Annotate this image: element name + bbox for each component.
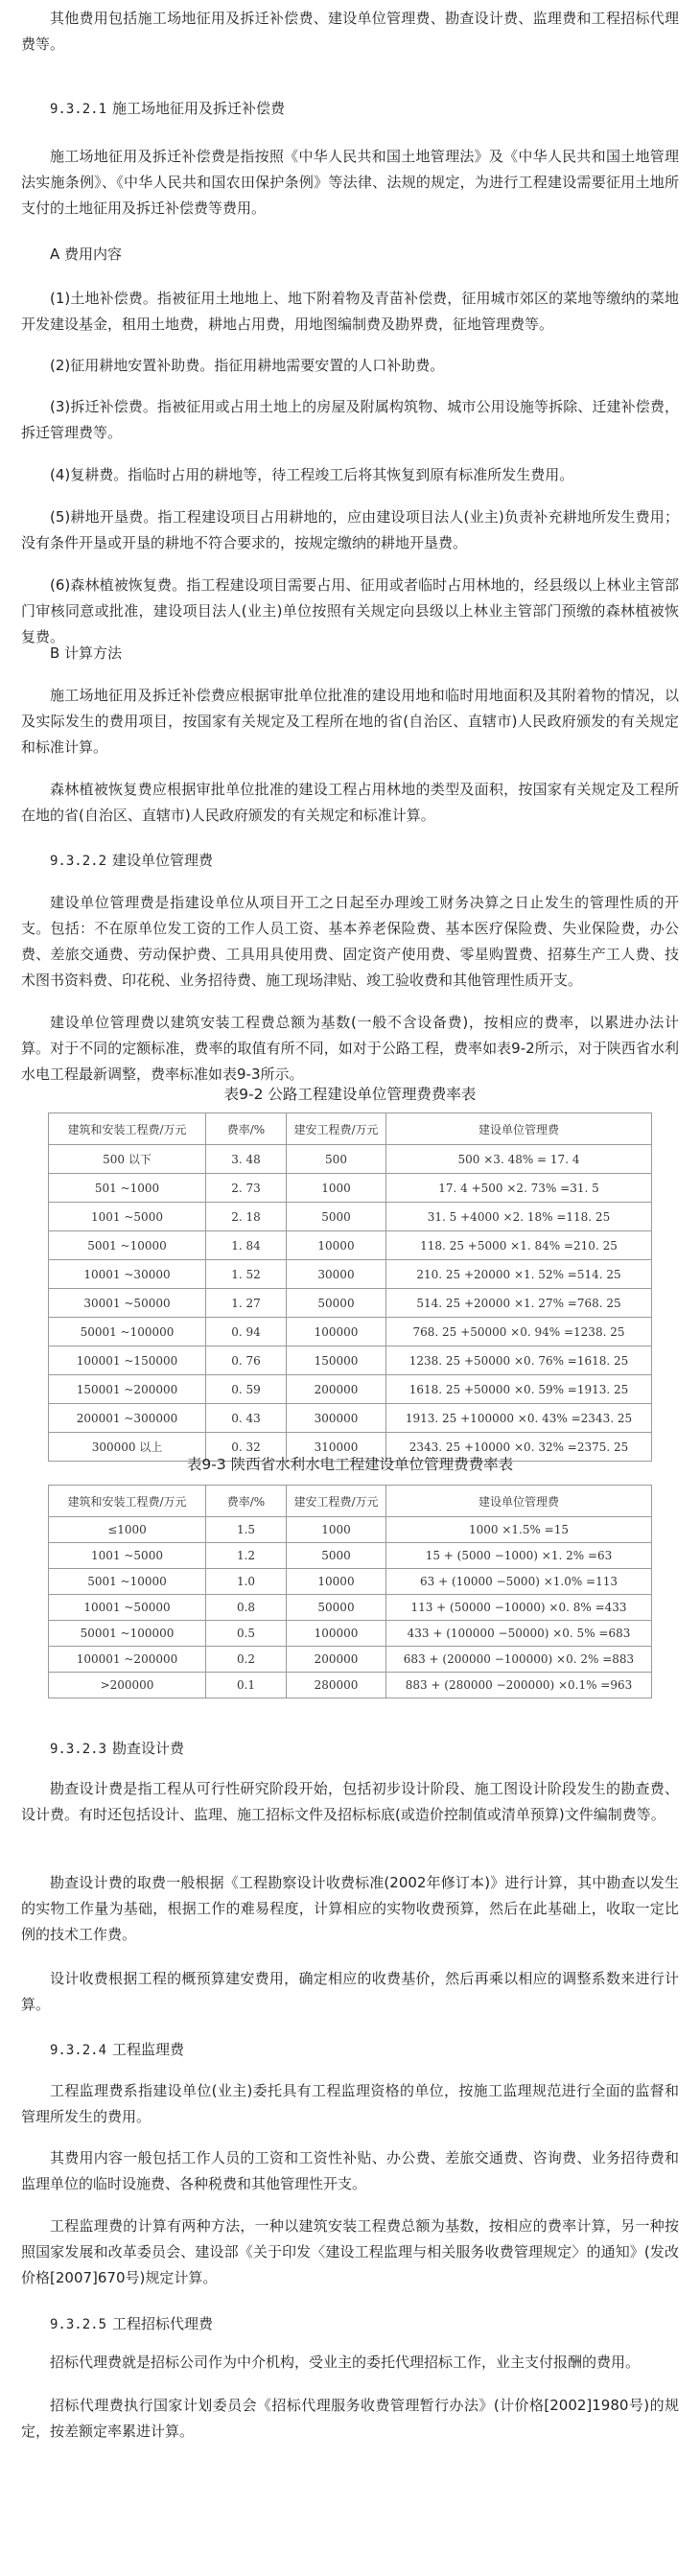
table-9-3 <box>48 1485 652 1698</box>
column-header: 建设单位管理费 <box>386 1113 652 1145</box>
table-cell: 30000 <box>287 1260 386 1289</box>
table-cell: 0. 59 <box>206 1375 287 1404</box>
table-row <box>49 1673 652 1698</box>
table-cell: 17. 4 +500 ×2. 73% =31. 5 <box>386 1174 652 1203</box>
table-cell: 310000 <box>287 1433 386 1462</box>
table-cell: 50000 <box>287 1289 386 1318</box>
table-cell: 1.5 <box>206 1517 287 1543</box>
section-title: 建设单位管理费 <box>112 852 214 869</box>
table-row <box>49 1318 652 1347</box>
table-cell: 1. 84 <box>206 1231 287 1260</box>
table-cell: 210. 25 +20000 ×1. 52% =514. 25 <box>386 1260 652 1289</box>
section-title: 工程招标代理费 <box>112 2315 214 2332</box>
table-cell: >200000 <box>49 1673 206 1698</box>
table-cell: 1238. 25 +50000 ×0. 76% =1618. 25 <box>386 1347 652 1375</box>
section-heading-9-3-2-3 <box>50 1738 184 1760</box>
paragraph-forest-calculation: 森林植被恢复费应根据审批单位批准的建设工程占用林地的类型及面积，按国家有关规定及工程所在地的省(自治区、直辖市)人民政府颁发的有关规定和标准计算。 <box>21 781 679 824</box>
table-cell: 113 + (50000 −10000) ×0. 8% =433 <box>386 1595 652 1621</box>
table-row <box>49 1347 652 1375</box>
table-cell: 200000 <box>287 1647 386 1673</box>
table-cell: 1. 27 <box>206 1289 287 1318</box>
section-number: 9.3.2.5 <box>50 2317 107 2332</box>
table-cell: 10000 <box>287 1569 386 1595</box>
table-cell: 300000 <box>287 1404 386 1433</box>
column-header: 费率/% <box>206 1486 287 1517</box>
column-header: 建筑和安装工程费/万元 <box>49 1113 206 1145</box>
table-cell: 0. 43 <box>206 1404 287 1433</box>
table-row <box>49 1569 652 1595</box>
table-cell: 1000 <box>287 1174 386 1203</box>
subheading-cost-content: A 费用内容 <box>50 246 123 263</box>
table-header-row <box>49 1113 652 1145</box>
table-row <box>49 1517 652 1543</box>
table-cell: 10000 <box>287 1231 386 1260</box>
table-cell: 500 <box>287 1145 386 1174</box>
column-header: 建安工程费/万元 <box>287 1113 386 1145</box>
table-cell: 1.2 <box>206 1543 287 1569</box>
table-cell: 118. 25 +5000 ×1. 84% =210. 25 <box>386 1231 652 1260</box>
table-cell: 10001 ~30000 <box>49 1260 206 1289</box>
table-cell: 200001 ~300000 <box>49 1404 206 1433</box>
table-cell: 1913. 25 +100000 ×0. 43% =2343. 25 <box>386 1404 652 1433</box>
table-cell: 50001 ~100000 <box>49 1621 206 1647</box>
section-title: 工程监理费 <box>112 2041 185 2058</box>
column-header: 建筑和安装工程费/万元 <box>49 1486 206 1517</box>
table-cell: 100001 ~200000 <box>49 1647 206 1673</box>
table-cell: 5000 <box>287 1543 386 1569</box>
paragraph-survey-design-definition: 勘查设计费是指工程从可行性研究阶段开始，包括初步设计阶段、施工图设计阶段发生的勘查费、设计费。有时还包括设计、监理、施工招标文件及招标标底(或造价控制值或清单预算)文件编制费等。 <box>21 1780 679 1823</box>
paragraph-supervision-calculation: 工程监理费的计算有两种方法，一种以建筑安装工程费总额为基数，按相应的费率计算，另一种按照国家发展和改革委员会、建设部《关于印发〈建设工程监理与相关服务收费管理规定〉的通知》(发改价格[2007]670号)规定计算。 <box>21 2217 679 2286</box>
table-cell: 150000 <box>287 1347 386 1375</box>
list-item: (5)耕地开垦费。指工程建设项目占用耕地的，应由建设项目法人(业主)负责补充耕地所发生费用；没有条件开垦或开垦的耕地不符合要求的，按规定缴纳的耕地开垦费。 <box>21 508 679 551</box>
table-cell: 1618. 25 +50000 ×0. 59% =1913. 25 <box>386 1375 652 1404</box>
table-cell: 768. 25 +50000 ×0. 94% =1238. 25 <box>386 1318 652 1347</box>
paragraph-land-calculation: 施工场地征用及拆迁补偿费应根据审批单位批准的建设用地和临时用地面积及其附着物的情况，以及实际发生的费用项目，按国家有关规定及工程所在地的省(自治区、直辖市)人民政府颁发的有关规定和标准计算。 <box>21 687 679 756</box>
paragraph-tender-agency-calculation: 招标代理费执行国家计划委员会《招标代理服务收费管理暂行办法》(计价格[2002]1980号)的规定，按差额定率累进计算。 <box>21 2397 679 2440</box>
table-cell: 50000 <box>287 1595 386 1621</box>
paragraph-design-fee-calculation: 设计收费根据工程的概预算建安费用，确定相应的收费基价，然后再乘以相应的调整系数来进行计算。 <box>21 1970 679 2013</box>
table-row <box>49 1145 652 1174</box>
table-body <box>49 1145 652 1462</box>
table-cell: 200000 <box>287 1375 386 1404</box>
table-row <box>49 1289 652 1318</box>
list-item: (3)拆迁补偿费。指被征用或占用土地上的房屋及附属构筑物、城市公用设施等拆除、迁建补偿费，拆迁管理费等。 <box>21 398 679 441</box>
table-cell: 500 ×3. 48% = 17. 4 <box>386 1145 652 1174</box>
table-cell: 300000 以上 <box>49 1433 206 1462</box>
section-heading-9-3-2-4 <box>50 2039 184 2061</box>
column-header: 建设单位管理费 <box>386 1486 652 1517</box>
list-item: (6)森林植被恢复费。指工程建设项目需要占用、征用或者临时占用林地的，经县级以上林业主管部门审核同意或批准，建设项目法人(业主)单位按照有关规定向县级以上林业主管部门预缴的森林植被恢复费。 <box>21 576 679 645</box>
table-cell: 1000 ×1.5% =15 <box>386 1517 652 1543</box>
table-cell: 1000 <box>287 1517 386 1543</box>
table-cell: 63 + (10000 −5000) ×1.0% =113 <box>386 1569 652 1595</box>
section-number: 9.3.2.1 <box>50 102 107 117</box>
table-cell: 0.8 <box>206 1595 287 1621</box>
table-row <box>49 1375 652 1404</box>
table-cell: 50001 ~100000 <box>49 1318 206 1347</box>
paragraph-survey-fee-standard: 勘查设计费的取费一般根据《工程勘察设计收费标准(2002年修订本)》进行计算，其中勘查以发生的实物工作量为基础，根据工作的难易程度，计算相应的实物收费预算，然后在此基础上，收取一定比例的技术工作费。 <box>21 1874 679 1943</box>
table-9-2-caption: 表9-2 公路工程建设单位管理费费率表 <box>223 1086 477 1103</box>
paragraph-supervision-content: 其费用内容一般包括工作人员的工资和工资性补贴、办公费、差旅交通费、咨询费、业务招待费和监理单位的临时设施费、各种税费和其他管理性开支。 <box>21 2149 679 2192</box>
table-cell: 5001 ~10000 <box>49 1569 206 1595</box>
paragraph-land-definition: 施工场地征用及拆迁补偿费是指按照《中华人民共和国土地管理法》及《中华人民共和国土地管理法实施条例》、《中华人民共和国农田保护条例》等法律、法规的规定，为进行工程建设需要征用土地所支付的土地征用及拆迁补偿费等费用。 <box>21 148 679 217</box>
table-cell: 2343. 25 +10000 ×0. 32% =2375. 25 <box>386 1433 652 1462</box>
table-cell: 2. 18 <box>206 1203 287 1231</box>
table-cell: 3. 48 <box>206 1145 287 1174</box>
table-cell: ≤1000 <box>49 1517 206 1543</box>
table-cell: 5001 ~10000 <box>49 1231 206 1260</box>
table-row <box>49 1404 652 1433</box>
table-cell: 0.2 <box>206 1647 287 1673</box>
section-title: 勘查设计费 <box>112 1740 185 1757</box>
list-item: (1)土地补偿费。指被征用土地地上、地下附着物及青苗补偿费，征用城市郊区的菜地等缴纳的菜地开发建设基金，租用土地费，耕地占用费，用地图编制费及勘界费，征地管理费等。 <box>21 290 679 333</box>
table-cell: 100000 <box>287 1318 386 1347</box>
section-title: 施工场地征用及拆迁补偿费 <box>112 100 286 117</box>
table-9-3-caption: 表9-3 陕西省水利水电工程建设单位管理费费率表 <box>186 1456 514 1473</box>
intro-paragraph: 其他费用包括施工场地征用及拆迁补偿费、建设单位管理费、勘查设计费、监理费和工程招标代理费等。 <box>21 10 679 53</box>
table-cell: 0.5 <box>206 1621 287 1647</box>
table-row <box>49 1231 652 1260</box>
table-cell: 501 ~1000 <box>49 1174 206 1203</box>
table-cell: 100000 <box>287 1621 386 1647</box>
section-number: 9.3.2.4 <box>50 2043 107 2058</box>
table-cell: 1. 52 <box>206 1260 287 1289</box>
table-cell: 0. 32 <box>206 1433 287 1462</box>
table-cell: 0.1 <box>206 1673 287 1698</box>
section-heading-9-3-2-2 <box>50 850 213 872</box>
table-header-row <box>49 1486 652 1517</box>
table-cell: 514. 25 +20000 ×1. 27% =768. 25 <box>386 1289 652 1318</box>
table-row <box>49 1260 652 1289</box>
table-cell: 683 + (200000 −100000) ×0. 2% =883 <box>386 1647 652 1673</box>
paragraph-management-fee-calculation: 建设单位管理费以建筑安装工程费总额为基数(一般不含设备费)，按相应的费率，以累进办法计算。对于不同的定额标准，费率的取值有所不同，如对于公路工程，费率如表9-2所示，对于陕西省水利水电工程最新调整，费率标准如表9-3所示。 <box>21 1014 679 1083</box>
section-number: 9.3.2.2 <box>50 854 107 869</box>
table-cell: 883 + (280000 −200000) ×0.1% =963 <box>386 1673 652 1698</box>
paragraph-tender-agency-definition: 招标代理费就是招标公司作为中介机构，受业主的委托代理招标工作，业主支付报酬的费用。 <box>50 2354 641 2371</box>
list-item: (2)征用耕地安置补助费。指征用耕地需要安置的人口补助费。 <box>50 357 445 374</box>
table-row <box>49 1543 652 1569</box>
table-cell: 15 + (5000 −1000) ×1. 2% =63 <box>386 1543 652 1569</box>
table-cell: 280000 <box>287 1673 386 1698</box>
table-row <box>49 1203 652 1231</box>
table-row <box>49 1647 652 1673</box>
table-cell: 0. 94 <box>206 1318 287 1347</box>
table-row <box>49 1595 652 1621</box>
table-cell: 10001 ~50000 <box>49 1595 206 1621</box>
table-cell: 1001 ~5000 <box>49 1543 206 1569</box>
table-cell: 433 + (100000 −50000) ×0. 5% =683 <box>386 1621 652 1647</box>
column-header: 费率/% <box>206 1113 287 1145</box>
table-cell: 1001 ~5000 <box>49 1203 206 1231</box>
table-cell: 30001 ~50000 <box>49 1289 206 1318</box>
section-heading-9-3-2-1 <box>50 98 285 120</box>
table-cell: 1.0 <box>206 1569 287 1595</box>
table-cell: 150001 ~200000 <box>49 1375 206 1404</box>
table-cell: 0. 76 <box>206 1347 287 1375</box>
list-item: (4)复耕费。指临时占用的耕地等，待工程竣工后将其恢复到原有标准所发生费用。 <box>50 466 574 483</box>
subheading-calculation-method: B 计算方法 <box>50 644 123 662</box>
paragraph-management-fee-definition: 建设单位管理费是指建设单位从项目开工之日起至办理竣工财务决算之日止发生的管理性质的开支。包括：不在原单位发工资的工作人员工资、基本养老保险费、基本医疗保险费、失业保险费，办公费、差旅交通费、劳动保护费、工具用具使用费、固定资产使用费、零星购置费、招募生产工人费、技术图书资料费、印花税、业务招待费、施工现场津贴、竣工验收费和其他管理性质开支。 <box>21 894 679 989</box>
section-number: 9.3.2.3 <box>50 1742 107 1757</box>
table-cell: 2. 73 <box>206 1174 287 1203</box>
section-heading-9-3-2-5 <box>50 2313 213 2335</box>
table-cell: 500 以下 <box>49 1145 206 1174</box>
paragraph-supervision-definition: 工程监理费系指建设单位(业主)委托具有工程监理资格的单位，按施工监理规范进行全面的监督和管理所发生的费用。 <box>21 2082 679 2125</box>
table-row <box>49 1174 652 1203</box>
table-cell: 5000 <box>287 1203 386 1231</box>
table-cell: 100001 ~150000 <box>49 1347 206 1375</box>
table-row <box>49 1621 652 1647</box>
table-body <box>49 1517 652 1698</box>
table-9-2 <box>48 1112 652 1462</box>
table-cell: 31. 5 +4000 ×2. 18% =118. 25 <box>386 1203 652 1231</box>
column-header: 建安工程费/万元 <box>287 1486 386 1517</box>
